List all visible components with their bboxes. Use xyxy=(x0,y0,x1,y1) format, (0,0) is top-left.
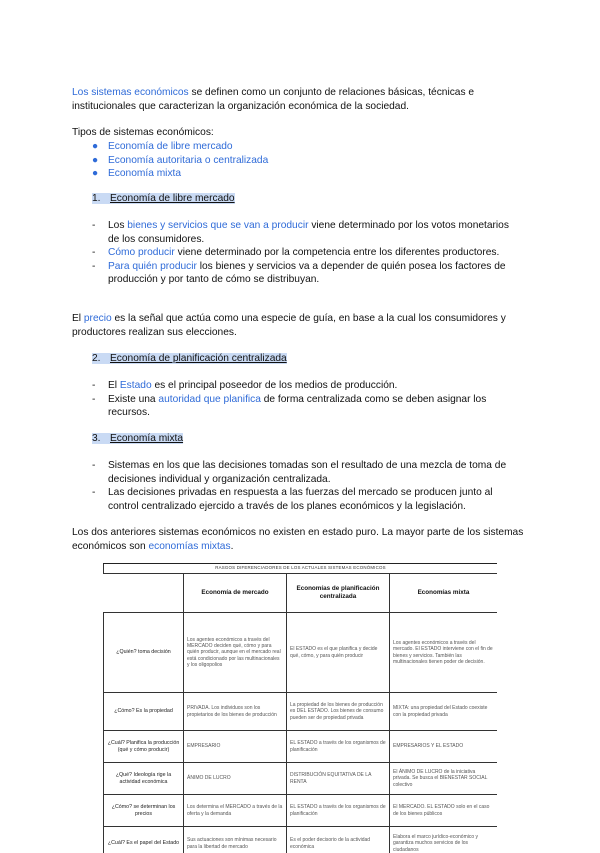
table-row: ¿Qué? Ideología rige la actividad económica ÁNIMO DE LUCRO DISTRIBUCIÓN EQUITATIVA DE LA RENTA El ÁNIMO DE LUCRO de la iniciativa privada. Se busca el BIENESTAR SOCIAL colectivo xyxy=(104,763,498,795)
section-3-heading: 3. Economía mixta xyxy=(92,432,183,446)
intro-term[interactable]: Los sistemas económicos xyxy=(72,87,189,98)
bullet-dot-icon: ● xyxy=(92,167,98,181)
intro-text: se definen como un conjunto de relaciones básicas, técnicas e institucionales que caracterizan la organización económica de la sociedad. xyxy=(72,87,474,112)
section-2-title: Economía de planificación centralizada xyxy=(110,353,287,364)
dash-icon: - xyxy=(92,393,95,407)
table-caption: RASGOS DIFERENCIADORES DE LOS ACTUALES SISTEMAS ECONÓMICOS xyxy=(104,564,498,574)
table-row: ¿Cómo? Es la propiedad PRIVADA. Los individuos son los propietarios de los bienes de producción La propiedad de los bienes de producción es DEL ESTADO. Los bienes de consumo pueden ser de propiedad privada MIXTA: una propiedad del Estado coexiste con la propiedad privada xyxy=(104,693,498,731)
bullet-dot-icon: ● xyxy=(92,154,98,168)
table-header: Economía de mercado xyxy=(184,574,287,613)
list-item: ● Economía autoritaria o centralizada xyxy=(92,154,268,168)
dash-icon: - xyxy=(92,260,95,274)
section-3-title: Economía mixta xyxy=(110,433,183,444)
precio-paragraph: El precio es la señal que actúa como una especie de guía, en base a la cual los consumidores y productores realizan sus elecciones. xyxy=(72,312,532,339)
table-row: ¿Cómo? se determinan los precios Los determina el MERCADO a través de la oferta y la demanda EL ESTADO a través de los organismos de planificación El MERCADO. EL ESTADO solo en el caso de los bienes públicos xyxy=(104,795,498,827)
table-header: Economías mixta xyxy=(390,574,498,613)
dash-icon: - xyxy=(92,246,95,260)
tipos-list xyxy=(92,140,268,181)
section-3-list xyxy=(92,459,522,513)
list-item: - Existe una autoridad que planifica de forma centralizada como se deben asignar los recursos. xyxy=(92,393,522,420)
comparison-table-image xyxy=(103,563,497,853)
dash-icon: - xyxy=(92,459,95,473)
dash-icon: - xyxy=(92,219,95,233)
section-1-list xyxy=(92,219,522,287)
tipos-heading: Tipos de sistemas económicos: xyxy=(72,126,214,140)
list-item: - Cómo producir viene determinado por la competencia entre los diferentes productores. xyxy=(92,246,522,260)
dash-icon: - xyxy=(92,486,95,500)
comparison-table xyxy=(103,563,497,853)
intro-paragraph xyxy=(72,86,532,113)
table-row: ¿Cuál? Es el papel del Estado Sus actuaciones son mínimas necesario para la libertad de mercado Es el poder decisorio de la actividad económica Elabora el marco jurídico-económico y garantiza muchos servicios de los ciudadanos xyxy=(104,827,498,853)
table-row: ¿Cuál? Planifica la producción (qué y cómo producir) EMPRESARIO EL ESTADO a través de los organismos de planificación EMPRESARIOS Y EL ESTADO xyxy=(104,731,498,763)
table-header-row xyxy=(104,574,498,613)
closing-paragraph: Los dos anteriores sistemas económicos no existen en estado puro. La mayor parte de los sistemas económicos son economías mixtas. xyxy=(72,526,532,553)
section-2-list xyxy=(92,379,522,420)
list-item: - Sistemas en los que las decisiones tomadas son el resultado de una mezcla de toma de decisiones individual y organización centralizada. xyxy=(92,459,522,486)
table-header: Economías de planificación centralizada xyxy=(287,574,390,613)
section-1-heading: 1. Economía de libre mercado xyxy=(92,192,235,206)
table-row: ¿Quién? toma decisión Los agentes económicos a través del MERCADO deciden qué, cómo y para quién producir, aunque en el mercado real está condicionado por las multinacionales y los oligopolios El ESTADO es el que planifica y decide qué, cómo, y para quién producir Los agentes económicos a través del mercado. El ESTADO interviene con el fin de bienes y servicios. También las multinacionales tienen poder de decisión. xyxy=(104,613,498,693)
section-2-heading: 2. Economía de planificación centralizada xyxy=(92,352,287,366)
list-item: - Las decisiones privadas en respuesta a las fuerzas del mercado se producen junto al control centralizado ejercido a través de los planes económicos y la legislación. xyxy=(92,486,522,513)
list-item: - El Estado es el principal poseedor de los medios de producción. xyxy=(92,379,522,393)
list-item: ● Economía de libre mercado xyxy=(92,140,268,154)
dash-icon: - xyxy=(92,379,95,393)
list-item: - Los bienes y servicios que se van a producir viene determinado por los votos monetarios de los consumidores. xyxy=(92,219,522,246)
bullet-dot-icon: ● xyxy=(92,140,98,154)
section-1-title: Economía de libre mercado xyxy=(110,193,235,204)
list-item: - Para quién producir los bienes y servicios va a depender de quién posea los factores de producción y por tanto de cómo se distribuyan. xyxy=(92,260,522,287)
list-item: ● Economía mixta xyxy=(92,167,268,181)
